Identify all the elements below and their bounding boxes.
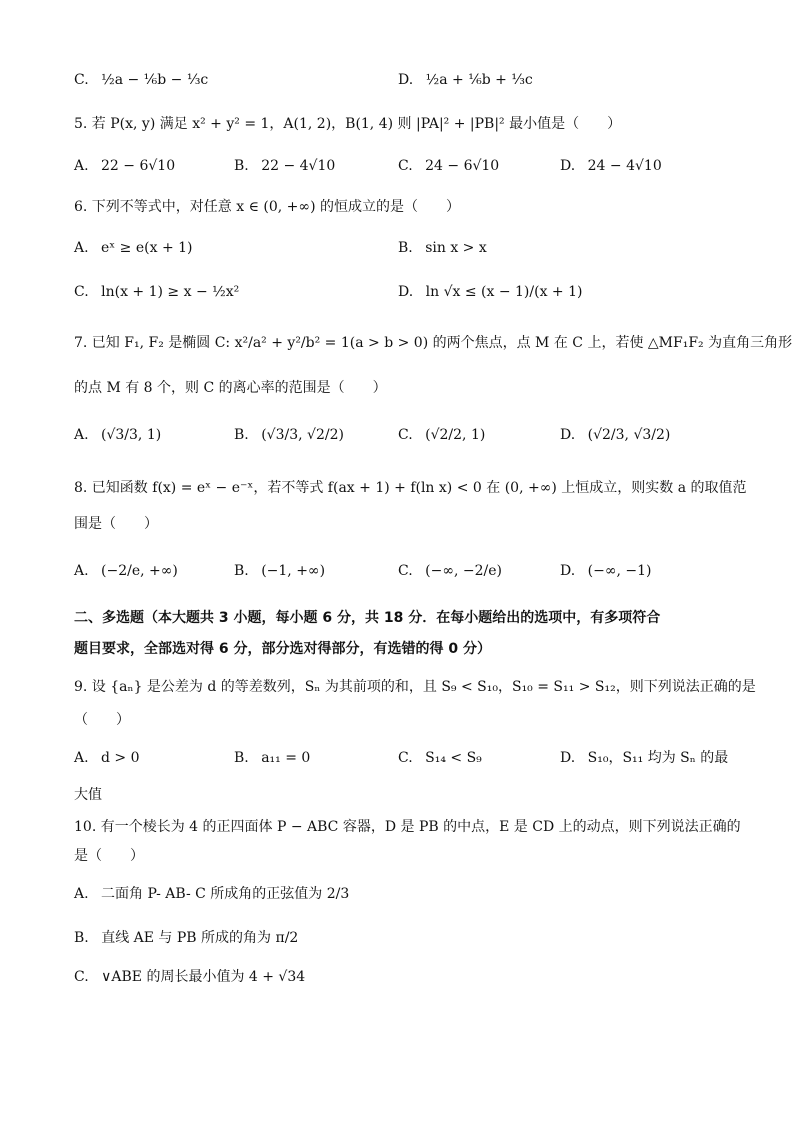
option-label: C.	[74, 284, 89, 300]
option-label: D.	[398, 284, 414, 300]
q8-option-c	[398, 561, 502, 581]
option-text: ½a + ⅙b + ⅓c	[425, 72, 533, 88]
option-label: A.	[74, 750, 89, 766]
q10-option-b	[74, 928, 298, 948]
option-label: B.	[74, 930, 89, 946]
option-text: 24 − 4√10	[587, 158, 662, 174]
option-text: ∨ABE 的周长最小值为 4 + √34	[101, 969, 306, 985]
option-text: ½a − ⅙b − ⅓c	[101, 72, 209, 88]
option-label: C.	[74, 969, 89, 985]
q10-stem-line1: 10. 有一个棱长为 4 的正四面体 P − ABC 容器，D 是 PB 的中点，E 是 CD 上的动点，则下列说法正确的	[74, 819, 741, 835]
q5-option-c	[398, 156, 499, 176]
option-text: 22 − 4√10	[261, 158, 336, 174]
option-text: S₁₄ < S₉	[425, 750, 482, 766]
option-text: a₁₁ = 0	[261, 750, 311, 766]
q8-option-a	[74, 561, 178, 581]
q9-option-c	[398, 748, 482, 768]
option-label: C.	[398, 750, 413, 766]
option-label: C.	[398, 563, 413, 579]
option-text: sin x > x	[425, 240, 487, 256]
q8-option-d	[560, 561, 652, 581]
q7-option-d	[560, 425, 670, 445]
section2-heading-line1: 二、多选题（本大题共 3 小题，每小题 6 分，共 18 分．在每小题给出的选项中，有多项符合	[74, 610, 661, 626]
option-label: B.	[398, 240, 413, 256]
option-label: B.	[234, 158, 249, 174]
q6-option-c	[74, 282, 239, 302]
q10-option-a	[74, 884, 349, 904]
option-text: d > 0	[101, 750, 140, 766]
option-label: D.	[560, 563, 576, 579]
option-label: C.	[74, 72, 89, 88]
q7-option-a	[74, 425, 161, 445]
option-text: 二面角 P- AB- C 所成角的正弦值为 2/3	[101, 886, 350, 902]
option-text: (√2/2, 1)	[425, 427, 486, 443]
q5-stem: 5. 若 P(x, y) 满足 x² + y² = 1，A(1, 2)，B(1, 4) 则 |PA|² + |PB|² 最小值是（ ）	[74, 116, 622, 132]
q5-option-b	[234, 156, 335, 176]
q6-option-a	[74, 238, 193, 258]
option-label: D.	[560, 750, 576, 766]
q10-stem-line2: 是（ ）	[74, 848, 144, 864]
q8-stem-line1: 8. 已知函数 f(x) = eˣ − e⁻ˣ，若不等式 f(ax + 1) + f(ln x) < 0 在 (0, +∞) 上恒成立，则实数 a 的取值范	[74, 480, 747, 496]
option-label: A.	[74, 563, 89, 579]
option-label: B.	[234, 563, 249, 579]
q6-option-d	[398, 282, 582, 302]
option-text: (√3/3, √2/2)	[261, 427, 344, 443]
q10-option-c	[74, 967, 305, 987]
option-text: (−∞, −1)	[587, 563, 652, 579]
q9-option-d	[560, 748, 728, 768]
option-text: eˣ ≥ e(x + 1)	[101, 240, 193, 256]
q7-option-c	[398, 425, 485, 445]
section2-heading-line2: 题目要求，全部选对得 6 分，部分选对得部分，有选错的得 0 分）	[74, 641, 491, 657]
q7-stem-line2: 的点 M 有 8 个，则 C 的离心率的范围是（ ）	[74, 380, 387, 396]
option-text: ln(x + 1) ≥ x − ½x²	[101, 284, 240, 300]
option-label: A.	[74, 427, 89, 443]
option-text: (√2/3, √3/2)	[587, 427, 671, 443]
option-label: D.	[398, 72, 414, 88]
option-text: (−2/e, +∞)	[101, 563, 178, 579]
q9-option-b	[234, 748, 310, 768]
option-text: (−∞, −2/e)	[425, 563, 502, 579]
option-text: S₁₀，S₁₁ 均为 Sₙ 的最	[587, 750, 729, 766]
option-label: C.	[398, 158, 413, 174]
option-text: (√3/3, 1)	[101, 427, 162, 443]
q9-stem-line1: 9. 设 {aₙ} 是公差为 d 的等差数列，Sₙ 为其前项的和，且 S₉ < S₁₀，S₁₀ = S₁₁ > S₁₂，则下列说法正确的是	[74, 679, 756, 695]
option-text: 24 − 6√10	[425, 158, 500, 174]
q9-stem-line2: （ ）	[74, 712, 130, 728]
option-label: A.	[74, 158, 89, 174]
option-label: C.	[398, 427, 413, 443]
q4-option-d	[398, 70, 533, 90]
option-label: B.	[234, 427, 249, 443]
q6-stem: 6. 下列不等式中，对任意 x ∈ (0, +∞) 的恒成立的是（ ）	[74, 199, 460, 215]
option-text: (−1, +∞)	[261, 563, 326, 579]
option-text: 直线 AE 与 PB 所成的角为 π/2	[101, 930, 299, 946]
q8-stem-line2: 围是（ ）	[74, 516, 158, 532]
q7-option-b	[234, 425, 344, 445]
q7-stem-line1: 7. 已知 F₁, F₂ 是椭圆 C: x²/a² + y²/b² = 1(a > b > 0) 的两个焦点，点 M 在 C 上，若使 △MF₁F₂ 为直角三角形	[74, 335, 793, 351]
q6-option-b	[398, 238, 487, 258]
q5-option-d	[560, 156, 662, 176]
option-label: D.	[560, 427, 576, 443]
q5-option-a	[74, 156, 175, 176]
q4-option-c	[74, 70, 208, 90]
q8-option-b	[234, 561, 325, 581]
option-label: B.	[234, 750, 249, 766]
option-label: D.	[560, 158, 576, 174]
q9-option-d-continuation: 大值	[74, 787, 102, 803]
option-text: ln √x ≤ (x − 1)/(x + 1)	[425, 284, 583, 300]
q9-option-a	[74, 748, 140, 768]
option-label: A.	[74, 886, 89, 902]
option-text: 22 − 6√10	[101, 158, 176, 174]
option-label: A.	[74, 240, 89, 256]
